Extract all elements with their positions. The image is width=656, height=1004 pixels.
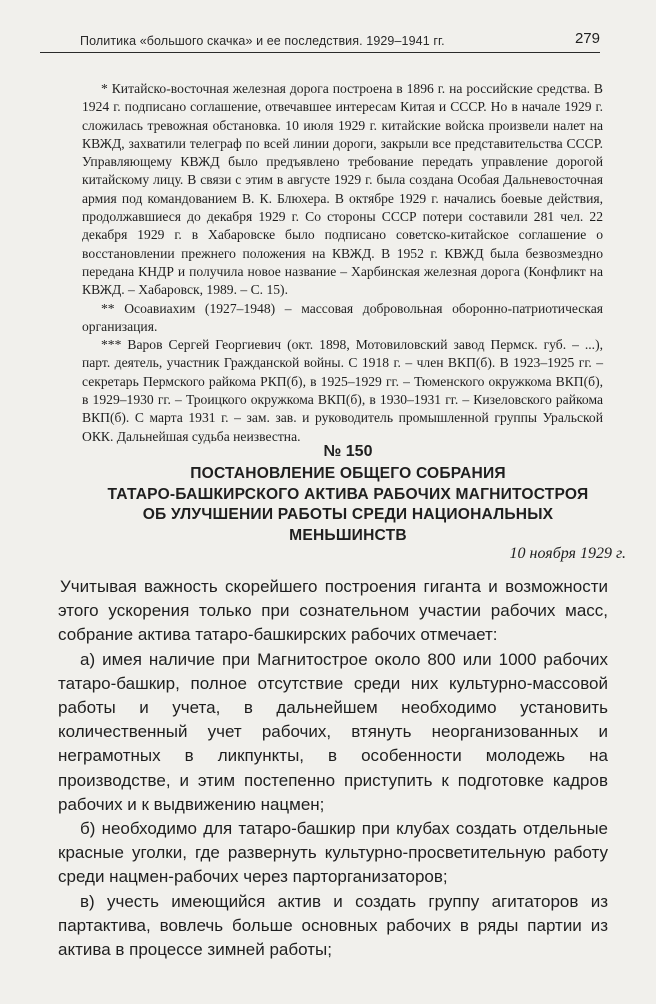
footnotes-block [82, 80, 603, 446]
body-paragraph: в) учесть имеющийся актив и создать группу агитаторов из партактива, вовлечь больше основных рабочих в ряды партии из актива в процессе зимней работы; [58, 891, 608, 960]
footnote: *** Варов Сергей Георгиевич (окт. 1898, Мотовиловский завод Пермск. губ. – ...), парт. деятель, участник Гражданской войны. С 1918 г. – член ВКП(б). В 1923–1925 гг. – секретарь Пермского райкома РКП(б), в 1925–1929 гг. – Тюменского окружкома ВКП(б), в 1929–1930 гг. – Троицкого окружкома ВКП(б), в 1930–1931 гг. – Кизеловского райкома ВКП(б). С марта 1931 г. – зам. зав. и руководитель промышленной группы Уральской ОКК. Дальнейшая судьба неизвестна. [82, 337, 603, 444]
title-line: МЕНЬШИНСТВ [289, 526, 407, 544]
document-title [60, 464, 636, 546]
page-number: 279 [574, 30, 600, 47]
footnote: * Китайско-восточная железная дорога построена в 1896 г. на российские средства. В 1924 г. подписано соглашение, отвечавшее интересам Китая и СССР. Но в начале 1929 г. сложилась тревожная обстановка. 10 июля 1929 г. китайские войска произвели налет на КВЖД, захватили телеграф по всей линии дороги, закрыли все представительства СССР. Управляющему КВЖД было предъявлено требование передать управление дорогой китайскому лицу. В связи с этим в августе 1929 г. была создана Особая Дальневосточная армия под командованием В. К. Блюхера. В октябре 1929 г. начались боевые действия, продолжавшиеся до декабря 1929 г. Со стороны СССР потери составили 281 чел. 22 декабря 1929 г. в Хабаровске было подписано советско-китайское соглашение о восстановлении прежнего положения на КВЖД. В 1952 г. КВЖД была безвозмездно передана КНДР и получила новое название – Харбинская железная дорога (Конфликт на КВЖД. – Хабаровск, 1989. – С. 15). [82, 81, 603, 298]
document-date: 10 ноября 1929 г. [509, 545, 626, 562]
title-line: ТАТАРО-БАШКИРСКОГО АКТИВА РАБОЧИХ МАГНИТОСТРОЯ [107, 485, 589, 503]
running-header [40, 22, 600, 53]
body-paragraph: Учитывая важность скорейшего построения гиганта и возможности этого ускорения только при сознательном участии рабочих масс, собрание актива татаро-башкирских рабочих отмечает: [58, 577, 608, 645]
title-line: ПОСТАНОВЛЕНИЕ ОБЩЕГО СОБРАНИЯ [190, 465, 506, 482]
body-paragraph: а) имея наличие при Магнитострое около 800 или 1000 рабочих татаро-башкир, полное отсутствие среди них культурно-массовой работы и учета, в дальнейшем необходимо установить количественный учет рабочих, втянуть неорганизованных и неграмотных в ликпункты, в особенности молодежь на производстве, и этим постепенно приступить к подготовке кадров рабочих и к выдвижению нацмен; [58, 649, 608, 814]
title-line: ОБ УЛУЧШЕНИИ РАБОТЫ СРЕДИ НАЦИОНАЛЬНЫХ [142, 506, 554, 523]
running-title: Политика «большого скачка» и ее последствия. 1929–1941 гг. [80, 34, 445, 48]
document-body [58, 575, 608, 962]
body-paragraph: б) необходимо для татаро-башкир при клубах создать отдельные красные уголки, где развернуть культурно-просветительную работу среди нацмен-рабочих через парторганизаторов; [58, 819, 608, 887]
footnote: ** Осоавиахим (1927–1948) – массовая добровольная оборонно-патриотическая организация. [82, 300, 603, 334]
document-number: № 150 [323, 443, 373, 460]
